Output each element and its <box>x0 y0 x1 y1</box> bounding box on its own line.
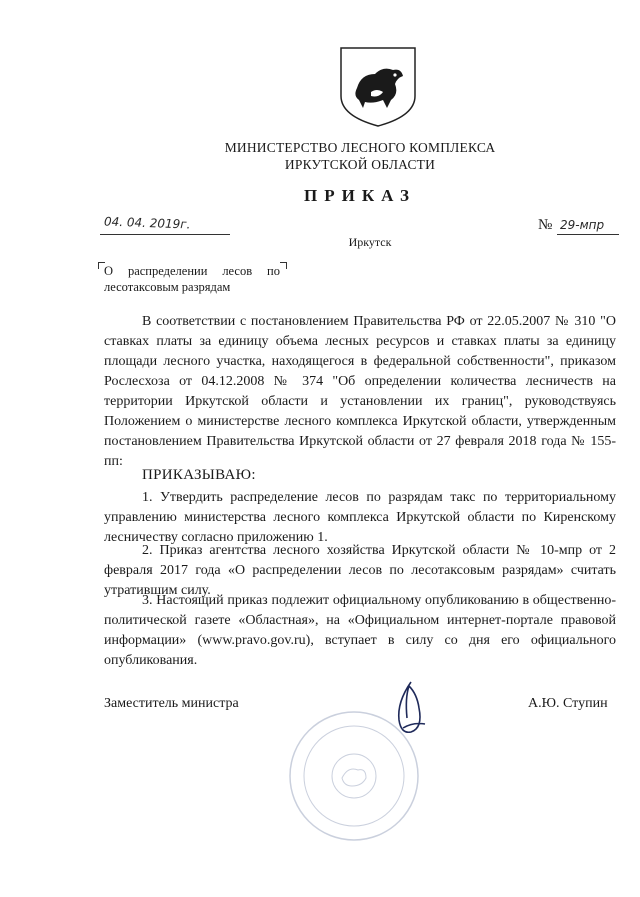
subject-word: по <box>267 264 280 278</box>
order-subject <box>104 263 294 295</box>
subject-word: распределении <box>127 264 208 278</box>
handwritten-signature <box>383 678 433 740</box>
order-number: 29-мпр <box>560 218 605 232</box>
order-item-1: 1. Утвердить распределение лесов по разрядам такс по территориальному управлению министерства лесного комплекса Иркутской области по Киренскому лесничеству согласно приложению 1. <box>104 490 616 545</box>
issue-city: Иркутск <box>348 235 392 249</box>
preamble-paragraph: В соответствии с постановлением Правительства РФ от 22.05.2007 № 310 "О ставках платы за единицу объема лесных ресурсов и ставках платы за единицу площади лесного участка, находящегося в федеральной собственности", приказом Рослесхоза от 04.12.2008 № 374 "Об определении количества лесничеств на территории Иркутской области и установлении их границ", руководствуясь Положением о министерстве лесного комплекса Иркутской области, утвержденным постановлением Правительства Иркутской области от 27 февраля 2018 года № 155-пп: <box>104 314 616 469</box>
coat-of-arms-icon <box>337 44 419 128</box>
number-sign: № <box>538 217 553 233</box>
order-date: 04. 04. 2019г. <box>103 214 191 232</box>
number-underline <box>557 234 619 235</box>
order-item-3: 3. Настоящий приказ подлежит официальному опубликованию в общественно-политической газете «Областная», на «Официальном интернет-портале правовой информации» (www.pravo.gov.ru), вступает в силу со дня его официального опубликования. <box>104 593 616 668</box>
ministry-name-line1: МИНИСТЕРСТВО ЛЕСНОГО КОМПЛЕКСА <box>224 140 496 155</box>
order-item-2: 2. Приказ агентства лесного хозяйства Иркутской области № 10-мпр от 2 февраля 2017 года «О распределении лесов по лесотаксовым разрядам» считать утратившим силу. <box>104 543 616 598</box>
decree-word: ПРИКАЗЫВАЮ: <box>142 467 256 483</box>
subject-word: О <box>104 264 114 278</box>
subject-line1 <box>104 263 280 279</box>
date-underline <box>100 234 230 235</box>
ministry-name-line2: ИРКУТСКОЙ ОБЛАСТИ <box>284 157 436 172</box>
document-title: ПРИКАЗ <box>304 186 416 205</box>
subject-line2: лесотаксовым разрядам <box>104 280 231 294</box>
subject-word: лесов <box>222 264 253 278</box>
signer-position: Заместитель министра <box>104 696 239 711</box>
signer-name: А.Ю. Ступин <box>528 696 608 711</box>
